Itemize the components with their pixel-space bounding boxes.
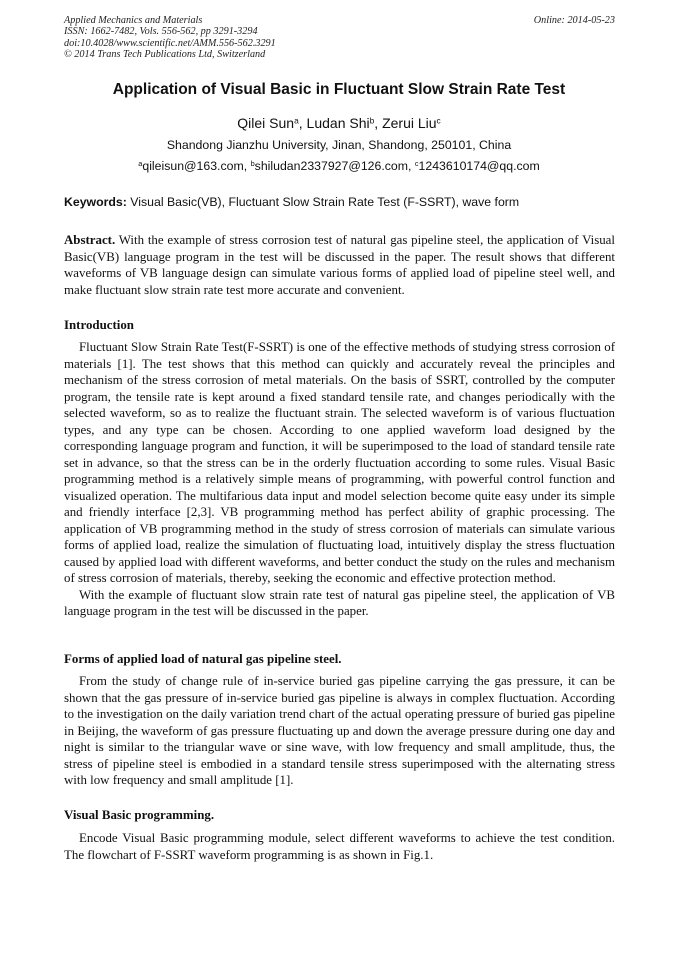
keywords xyxy=(64,195,624,210)
paragraph: From the study of change rule of in-service buried gas pipeline carrying the gas pressure, it can be shown that the gas pressure of in-service buried gas pipeline is always in complex fluctuation. According to the investigation on the daily variation trend chart of the actual operating pressure of buried gas pipeline in Beijing, the waveform of gas pressure fluctuating up and down the average pressure during one day and night is similar to the triangular wave or sine wave, with low frequency and small amplitude, thus, the stress of pipeline steel is embodied in a standard tensile stress superimposed with the alternating stress with low frequency and small amplitude [1]. xyxy=(64,674,615,787)
journal-header xyxy=(64,15,615,61)
copyright-line: © 2014 Trans Tech Publications Ltd, Switzerland xyxy=(64,49,266,61)
section-heading-introduction: Introduction xyxy=(64,318,134,332)
section-heading-applied-load: Forms of applied load of natural gas pipeline steel. xyxy=(64,652,342,666)
author-name: Zerui Liu xyxy=(382,115,437,131)
section-body-vb-programming xyxy=(64,830,615,863)
keywords-text: Visual Basic(VB), Fluctuant Slow Strain Rate Test (F-SSRT), wave form xyxy=(126,195,520,209)
email-link[interactable]: qileisun@163.com xyxy=(142,159,244,173)
abstract-text: With the example of stress corrosion test of natural gas pipeline steel, the application of Visual Basic(VB) language program in the test will be discussed in the paper. The result shows that different waveforms of VB language design can simulate various forms of applied load of pipeline steel well, and make fluctuant slow strain rate test more accurate and convenient. xyxy=(64,233,615,297)
email-link[interactable]: 1243610174@qq.com xyxy=(418,159,540,173)
author-separator: , xyxy=(298,115,307,131)
keywords-label: Keywords: xyxy=(64,195,127,209)
section-body-applied-load xyxy=(64,673,615,789)
author-separator: , xyxy=(374,115,383,131)
email-list xyxy=(40,159,638,174)
paper-title: Application of Visual Basic in Fluctuant Slow Strain Rate Test xyxy=(112,81,566,98)
email-sup: c xyxy=(414,158,419,168)
section-heading-vb-programming: Visual Basic programming. xyxy=(64,808,215,822)
email-separator: , xyxy=(408,159,415,173)
abstract xyxy=(64,232,615,298)
journal-name: Applied Mechanics and Materials xyxy=(64,15,203,26)
author-sup: a xyxy=(294,115,299,126)
issn-line: ISSN: 1662-7482, Vols. 556-562, pp 3291-3294 xyxy=(64,26,258,38)
email-separator: , xyxy=(243,159,251,173)
author-name: Qilei Sun xyxy=(237,115,295,131)
affiliation: Shandong Jianzhu University, Jinan, Shandong, 250101, China xyxy=(166,138,512,152)
author-list xyxy=(40,114,638,132)
paragraph: Encode Visual Basic programming module, select different waveforms to achieve the test condition. The flowchart of F-SSRT waveform programming is as shown in Fig.1. xyxy=(64,831,615,862)
email-link[interactable]: shiludan2337927@126.com xyxy=(254,159,408,173)
author-name: Ludan Shi xyxy=(306,115,370,131)
paragraph: Fluctuant Slow Strain Rate Test(F-SSRT) is one of the effective methods of studying stress corrosion of materials [1]. The test shows that this method can quickly and accurately reveal the principles and mechanism of the stress corrosion of metal materials. On the basis of SSRT, controlled by the computer program, the tensile rate is kept around a fixed standard tensile rate, and changes periodically with the selected waveform, so as to realize the fluctuant strain. The selected waveform is of various fluctuation types, and any type can be chosen. According to one applied waveform load designed by the corresponding language program and function, it will be superimposed to the load of standard tensile rate set in advance, so that the stress can be in the orderly fluctuation according to some rules. Visual Basic programming method is a relatively simple means of programming, with powerful control function and visualized operation. The multifarious data input and model selection become quite easy under its simple and friendly interface [2,3]. VB programming method has perfect ability of graphic processing. The application of VB programming method in the study of stress corrosion of materials can simulate various forms of applied load, realize the simulation of fluctuating load, intuitively display the stress fluctuation caused by applied load with different waveforms, and better conduct the study on the rules and mechanism of stress corrosion of materials, thereby, seeking the economic and effective protection method. xyxy=(64,340,615,585)
online-date: Online: 2014-05-23 xyxy=(533,15,615,26)
section-body-introduction xyxy=(64,339,615,620)
doi-line[interactable]: doi:10.4028/www.scientific.net/AMM.556-562.3291 xyxy=(64,37,276,49)
email-sup: a xyxy=(138,158,143,168)
author-sup: b xyxy=(369,115,375,126)
paragraph: With the example of fluctuant slow strain rate test of natural gas pipeline steel, the application of VB language program in the test will be discussed in the paper. xyxy=(64,587,615,618)
author-sup: c xyxy=(436,115,441,126)
abstract-label: Abstract. xyxy=(64,233,116,247)
email-sup: b xyxy=(250,158,255,168)
